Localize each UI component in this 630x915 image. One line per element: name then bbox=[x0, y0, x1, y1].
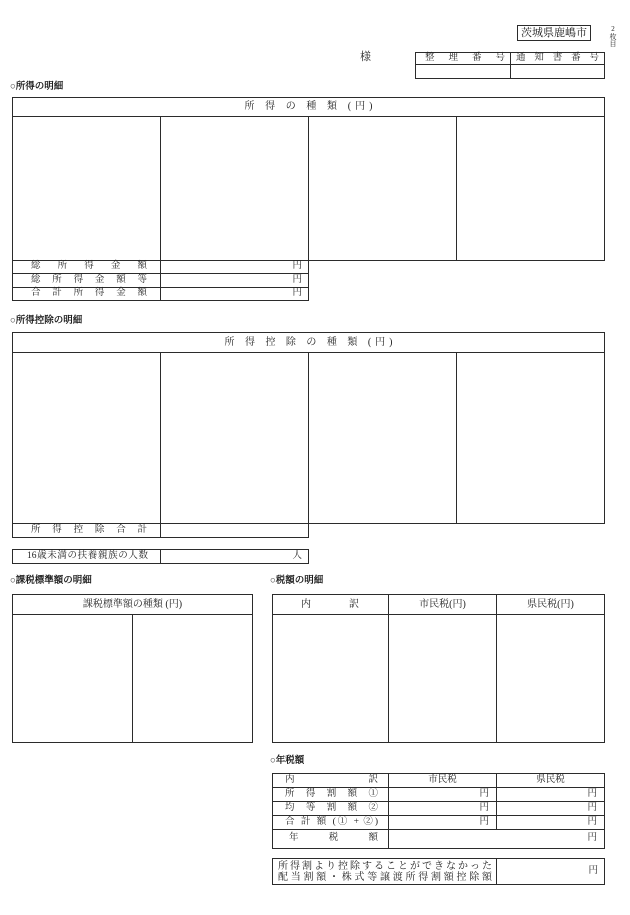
per-capita-levy-label-text: 均 等 割 額 ② bbox=[285, 802, 378, 813]
deduction-type-cell bbox=[456, 352, 605, 524]
tax-detail-city-tax-cell bbox=[388, 614, 497, 743]
tax-base-table-header bbox=[12, 594, 253, 615]
tax-detail-header-prefecture-tax bbox=[496, 594, 605, 615]
aggregate-income-value bbox=[160, 287, 309, 301]
honorific-sama: 様 bbox=[360, 51, 371, 63]
deduction-total-label-text: 所 得 控 除 合 計 bbox=[31, 524, 147, 535]
deduction-table-header bbox=[12, 332, 605, 353]
dividend-credit-value bbox=[496, 858, 605, 885]
subtotal-levy-label bbox=[272, 815, 389, 830]
dependents-under-16-label-text: 16歳未満の扶養親族の人数 bbox=[27, 550, 148, 561]
deduction-section-title: ○所得控除の明細 bbox=[10, 316, 83, 326]
income-type-cell bbox=[308, 116, 457, 261]
annual-tax-total-label bbox=[272, 829, 389, 849]
yen-unit: 円 bbox=[587, 833, 597, 844]
subtotal-levy-label-text: 合 計 額 (① + ②) bbox=[285, 816, 378, 827]
yen-unit: 円 bbox=[292, 261, 302, 272]
annual-tax-header-prefecture-tax-label: 県民税 bbox=[536, 774, 565, 785]
annual-tax-header-prefecture-tax bbox=[496, 773, 605, 788]
subtotal-levy-prefecture-value bbox=[496, 815, 605, 830]
tax-base-section-title: ○課税標準額の明細 bbox=[10, 576, 92, 586]
total-income-etc-label bbox=[12, 273, 161, 288]
reference-number-field bbox=[415, 64, 511, 79]
annual-tax-section-title: ○年税額 bbox=[270, 756, 305, 766]
annual-tax-header-city-tax bbox=[388, 773, 497, 788]
yen-unit: 円 bbox=[479, 788, 489, 799]
dividend-credit-label-line-1: 所得割より控除することができなかった bbox=[278, 860, 492, 872]
tax-base-table-header-label: 課税標準額の種類 (円) bbox=[82, 598, 183, 610]
deduction-type-cell bbox=[308, 352, 457, 524]
dependents-under-16-value bbox=[160, 549, 309, 564]
income-levy-prefecture-value bbox=[496, 787, 605, 802]
annual-tax-header-breakdown-label: 内 訳 bbox=[285, 774, 378, 785]
reference-number-label: 整 理 番 号 bbox=[425, 52, 505, 63]
annual-tax-header-breakdown bbox=[272, 773, 389, 788]
income-section-title: ○所得の明細 bbox=[10, 82, 64, 92]
city-name: 茨城県鹿嶋市 bbox=[521, 26, 587, 39]
per-capita-levy-label bbox=[272, 801, 389, 816]
per-capita-levy-city-value bbox=[388, 801, 497, 816]
deduction-total-value bbox=[160, 523, 309, 538]
tax-detail-header-city-tax-label: 市民税(円) bbox=[419, 598, 466, 610]
yen-unit: 円 bbox=[479, 816, 489, 827]
yen-unit: 円 bbox=[292, 288, 302, 299]
total-income-label bbox=[12, 260, 161, 274]
annual-tax-header-city-tax-label: 市民税 bbox=[428, 774, 457, 785]
income-levy-city-value bbox=[388, 787, 497, 802]
total-income-etc-label-text: 総 所 得 金 額 等 bbox=[31, 274, 147, 285]
deduction-type-cell bbox=[160, 352, 309, 524]
annual-tax-total-value bbox=[388, 829, 605, 849]
total-income-value bbox=[160, 260, 309, 274]
notice-number-field bbox=[510, 64, 605, 79]
deduction-total-label bbox=[12, 523, 161, 538]
tax-detail-header-prefecture-tax-label: 県民税(円) bbox=[527, 598, 574, 610]
dividend-credit-label-line-2: 配当割額・株式等譲渡所得割額控除額 bbox=[278, 871, 492, 883]
total-income-label-text: 総 所 得 金 額 bbox=[31, 261, 147, 272]
annual-tax-total-label-text: 年 税 額 bbox=[289, 833, 378, 844]
total-income-etc-value bbox=[160, 273, 309, 288]
person-unit: 人 bbox=[292, 550, 302, 561]
tax-detail-prefecture-tax-cell bbox=[496, 614, 605, 743]
deduction-table-header-label: 所 得 控 除 の 種 類 (円) bbox=[224, 336, 393, 348]
city-label-box bbox=[517, 25, 591, 41]
per-capita-levy-prefecture-value bbox=[496, 801, 605, 816]
income-table-header bbox=[12, 97, 605, 117]
yen-unit: 円 bbox=[587, 816, 597, 827]
subtotal-levy-city-value bbox=[388, 815, 497, 830]
income-table-header-label: 所 得 の 種 類 (円) bbox=[244, 101, 373, 112]
tax-base-cell bbox=[12, 614, 133, 743]
aggregate-income-label bbox=[12, 287, 161, 301]
income-levy-label bbox=[272, 787, 389, 802]
income-type-cell bbox=[160, 116, 309, 261]
tax-detail-header-city-tax bbox=[388, 594, 497, 615]
yen-unit: 円 bbox=[588, 865, 598, 876]
tax-base-cell bbox=[132, 614, 253, 743]
income-type-cell bbox=[456, 116, 605, 261]
deduction-type-cell bbox=[12, 352, 161, 524]
yen-unit: 円 bbox=[479, 802, 489, 813]
tax-detail-section-title: ○税額の明細 bbox=[270, 576, 324, 586]
yen-unit: 円 bbox=[587, 788, 597, 799]
dividend-credit-label bbox=[272, 858, 497, 885]
tax-detail-header-breakdown bbox=[272, 594, 389, 615]
income-type-cell bbox=[12, 116, 161, 261]
tax-detail-breakdown-cell bbox=[272, 614, 389, 743]
sheet-number-label: 2枚目 bbox=[609, 25, 617, 47]
tax-detail-header-breakdown-label: 内 訳 bbox=[301, 598, 359, 610]
dependents-under-16-label bbox=[12, 549, 161, 564]
aggregate-income-label-text: 合 計 所 得 金 額 bbox=[31, 288, 147, 299]
notice-number-label: 通 知 書 番 号 bbox=[516, 52, 599, 63]
income-levy-label-text: 所 得 割 額 ① bbox=[285, 788, 378, 799]
yen-unit: 円 bbox=[587, 802, 597, 813]
yen-unit: 円 bbox=[292, 274, 302, 285]
